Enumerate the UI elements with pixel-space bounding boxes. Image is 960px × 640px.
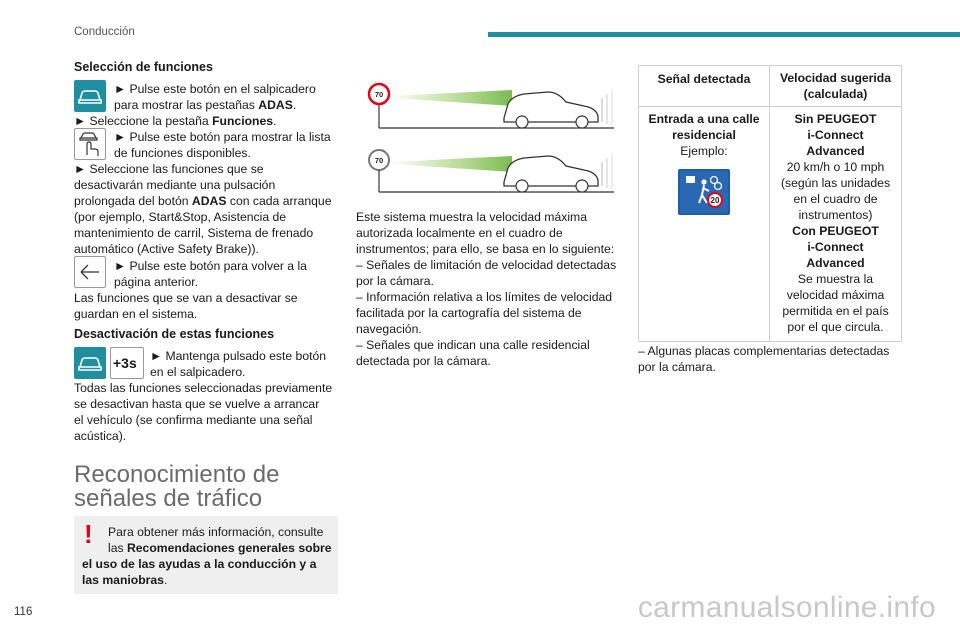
deact-step-1b: en el salpicadero. (150, 365, 246, 379)
section-title-line1: Reconocimiento de (74, 461, 280, 488)
table-row (639, 107, 902, 342)
th-signal: Señal detectada (639, 66, 770, 107)
step-4-line2: desactivarán mediante una pulsación (74, 178, 276, 192)
page-number: 116 (14, 606, 33, 618)
step-1a: ► Pulse este botón en el salpicadero (114, 82, 316, 96)
mid-line2: autorizada localmente en el cuadro de (356, 226, 563, 240)
mid-line4: – Señales de limitación de velocidad detectadas (356, 258, 617, 272)
deact-text-line2: se desactivan hasta que se vuelve a arrancar (74, 397, 320, 411)
section-title-line2: señales de tráfico (74, 485, 263, 512)
step-2: ► Seleccione la pestaña Funciones. (74, 114, 277, 128)
step-4-line1: ► Seleccione las funciones que se (74, 162, 264, 176)
svg-text:70: 70 (374, 90, 384, 99)
residential-street-sign (678, 169, 730, 215)
mid-line3: instrumentos; para ello, se basa en lo siguiente: (356, 242, 615, 256)
th-speed: Velocidad sugerida (calculada) (770, 66, 902, 107)
cell-speed: Sin PEUGEOT i-Connect Advanced 20 km/h o 10 mph (según las unidades en el cuadro de instrumentos) Con PEUGEOT i-Connect Advanced Se muestra la velocidad máxima permitida en el país por el que circula. (770, 107, 902, 342)
cell-signal: Entrada a una calle residencial Ejemplo: 20 (639, 107, 770, 342)
touch-list-icon (74, 128, 106, 160)
mid-line10: detectada por la cámara. (356, 354, 491, 368)
heading-desactivacion: Desactivación de estas funciones (74, 327, 275, 341)
mid-line5: por la cámara. (356, 274, 434, 288)
mid-line7: facilitada por la cartografía del sistema de (356, 306, 582, 320)
right-after-line2: por la cámara. (638, 360, 716, 374)
section-header: Conducción (74, 26, 135, 38)
note-line1: Para obtener más información, consulte (108, 525, 324, 539)
deact-text-line4: acústica). (74, 429, 127, 443)
signal-table (638, 65, 902, 342)
svg-text:70: 70 (374, 156, 384, 165)
camera-beam-2 (392, 156, 512, 172)
heading-seleccion: Selección de funciones (74, 60, 213, 74)
step-4-line4: (por ejemplo, Start&Stop, Asistencia de (74, 210, 287, 224)
camera-beam-1 (392, 90, 512, 106)
note-line3: el uso de las ayudas a la conducción y a (82, 557, 317, 571)
svg-text:20: 20 (710, 196, 720, 205)
note-line2: las Recomendaciones generales sobre (108, 541, 332, 555)
step-5a: ► Pulse este botón para volver a la (114, 259, 307, 273)
deact-text-line3: el vehículo (se confirma mediante una señal (74, 413, 313, 427)
step-6-line1: Las funciones que se van a desactivar se (74, 291, 298, 305)
car-adas-icon-2 (74, 347, 106, 379)
step-3a: ► Pulse este botón para mostrar la lista (114, 130, 331, 144)
step-4-line5: mantenimiento de carril, Sistema de frenado (74, 226, 314, 240)
step-3b: de funciones disponibles. (114, 146, 251, 160)
step-4-line3: prolongada del botón ADAS con cada arranque (74, 194, 332, 208)
mid-line8: navegación. (356, 322, 422, 336)
step-5b: página anterior. (114, 275, 199, 289)
step-6-line2: guardan en el sistema. (74, 307, 198, 321)
step-4-line6: automático (Active Safety Brake)). (74, 242, 259, 256)
hold-3s-icon: +3s (110, 347, 144, 379)
right-after-line1: – Algunas placas complementarias detectadas (638, 344, 890, 358)
table-header-row (639, 66, 902, 107)
mid-line9: – Señales que indican una calle residencial (356, 338, 590, 352)
back-arrow-icon (74, 256, 106, 288)
step-1b: para mostrar las pestañas ADAS. (114, 98, 297, 112)
deact-text-line1: Todas las funciones seleccionadas previamente (74, 381, 333, 395)
header-accent-bar (488, 32, 960, 37)
mid-line1: Este sistema muestra la velocidad máxima (356, 210, 587, 224)
deact-step-1a: ► Mantenga pulsado este botón (150, 349, 327, 363)
traffic-sign-illustration (352, 76, 622, 204)
watermark: carmanualsonline.info (637, 591, 936, 624)
note-line4: las maniobras. (82, 573, 168, 587)
mid-line6: – Información relativa a los límites de velocidad (356, 290, 613, 304)
warning-icon: ! (84, 519, 93, 549)
warning-note (74, 516, 338, 594)
car-adas-icon (74, 80, 106, 112)
